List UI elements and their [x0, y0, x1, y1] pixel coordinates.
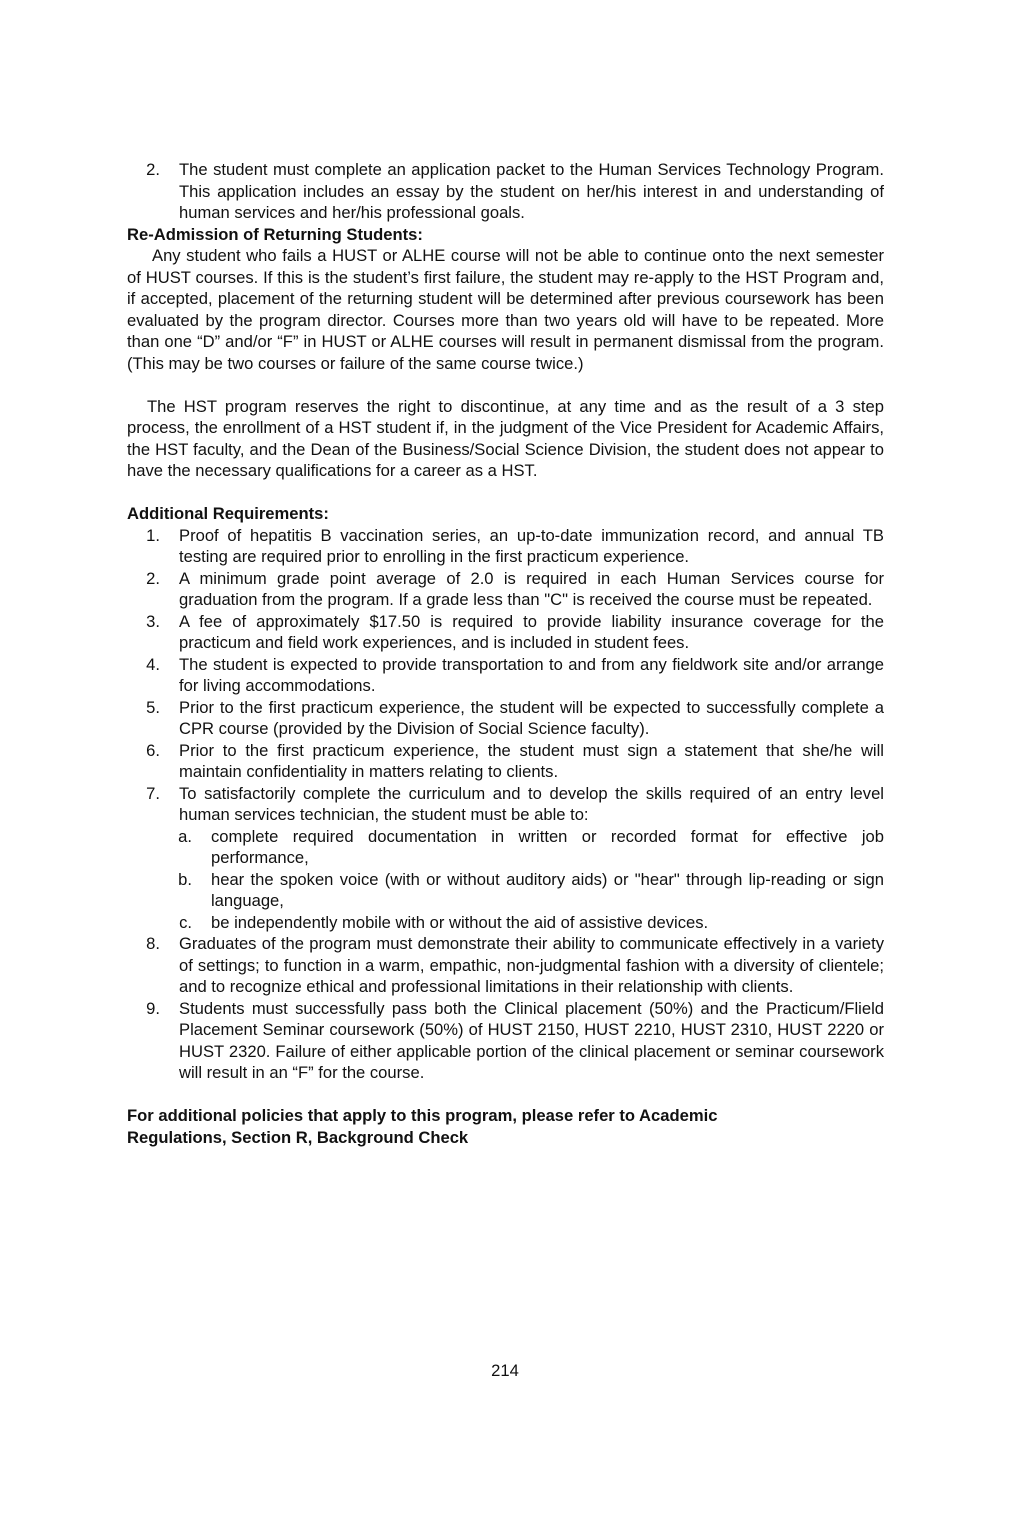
list-item: [127, 697, 884, 740]
list-item-number: 6.: [146, 740, 160, 760]
spacer: [127, 374, 884, 396]
list-item: [127, 568, 884, 611]
reserve-paragraph: The HST program reserves the right to discontinue, at any time and as the result of a 3 step process, the enrollment of a HST student if, in the judgment of the Vice President for Academic Affairs, the HST faculty, and the Dean of the Business/Social Science Division, the student does not appear to have the necessary qualifications for a career as a HST.: [127, 396, 884, 480]
requirements-list: [127, 525, 884, 1084]
sub-list-item: [127, 912, 884, 934]
list-item: [127, 998, 884, 1084]
list-item-text: Students must successfully pass both the Clinical placement (50%) and the Practicum/Flield Placement Seminar coursework (50%) of HUST 2150, HUST 2210, HUST 2310, HUST 2220 or HUST 2320. Failure of either applicable portion of the clinical placement or seminar coursework will result in an “F” for the course.: [179, 998, 884, 1082]
document-page: [127, 159, 884, 1148]
list-item-text: To satisfactorily complete the curriculum and to develop the skills required of an entry level human services technician, the student must be able to:: [179, 783, 884, 824]
list-item-number: 4.: [146, 654, 160, 674]
list-item-number: 7.: [146, 783, 160, 803]
sub-list-item: [127, 869, 884, 912]
sub-list-item: [127, 826, 884, 869]
list-item: [127, 525, 884, 568]
list-item-text: Prior to the first practicum experience, the student must sign a statement that she/he will maintain confidentiality in matters relating to clients.: [179, 740, 884, 781]
list-item-number: 8.: [146, 934, 160, 953]
sub-item-text: be independently mobile with or without the aid of assistive devices.: [211, 912, 709, 932]
list-item: [127, 611, 884, 654]
list-item-number: 9.: [146, 998, 160, 1018]
readmission-heading: Re-Admission of Returning Students:: [127, 224, 423, 244]
list-item-text: Prior to the first practicum experience, the student will be expected to successfully complete a CPR course (provided by the Division of Social Science faculty).: [179, 697, 884, 738]
list-item: [127, 933, 884, 998]
sub-item-text: complete required documentation in written or recorded format for effective job performance,: [211, 826, 884, 867]
spacer: [127, 482, 884, 504]
list-item-text: The student must complete an application packet to the Human Services Technology Program. This application includes an essay by the student on her/his interest in and understanding of human services and her/his professional goals.: [179, 160, 884, 222]
intro-list-item: [127, 159, 884, 224]
list-item-number: 1.: [146, 525, 160, 545]
list-item-text: Graduates of the program must demonstrate their ability to communicate effectively in a variety of settings; to function in a warm, empathic, non-judgmental fashion with a diversity of clientele; and to recognize ethical and professional limitations in their relationship with clients.: [179, 934, 884, 996]
list-item: [127, 654, 884, 697]
additional-requirements-heading: Additional Requirements:: [127, 504, 329, 523]
policy-note-line-2: Regulations, Section R, Background Check: [127, 1127, 469, 1147]
list-item-number: 2.: [146, 160, 160, 179]
list-item-text: A minimum grade point average of 2.0 is required in each Human Services course for graduation from the program. If a grade less than "C" is received the course must be repeated.: [179, 568, 884, 609]
list-item: [127, 783, 884, 826]
list-item-number: 3.: [146, 611, 160, 631]
sub-item-letter: a.: [178, 826, 192, 846]
list-item-text: Proof of hepatitis B vaccination series, an up-to-date immunization record, and annual TB testing are required prior to enrolling in the first practicum experience.: [179, 525, 884, 566]
list-item-number: 2.: [146, 568, 160, 588]
policy-note-line-1: For additional policies that apply to this program, please refer to Academic: [127, 1106, 718, 1125]
list-item-text: A fee of approximately $17.50 is required to provide liability insurance coverage for the practicum and field work experiences, and is included in student fees.: [179, 611, 884, 652]
sub-item-letter: c.: [179, 912, 192, 932]
page-number: 214: [491, 1361, 519, 1380]
policy-note: [127, 1105, 884, 1148]
spacer: [127, 1084, 884, 1106]
sub-item-text: hear the spoken voice (with or without auditory aids) or "hear" through lip-reading or sign language,: [211, 869, 884, 910]
list-item-number: 5.: [146, 697, 160, 717]
list-item-text: The student is expected to provide transportation to and from any fieldwork site and/or arrange for living accommodations.: [179, 654, 884, 695]
readmission-paragraph: Any student who fails a HUST or ALHE course will not be able to continue onto the next semester of HUST courses. If this is the student’s first failure, the student may re-apply to the HST Program and, if accepted, placement of the returning student will be determined after previous coursework has been evaluated by the program director. Courses more than two years old will have to be repeated. More than one “D” and/or “F” in HUST or ALHE courses will result in permanent dismissal from the program. (This may be two courses or failure of the same course twice.): [127, 246, 884, 373]
list-item: [127, 740, 884, 783]
sub-item-letter: b.: [178, 869, 192, 889]
